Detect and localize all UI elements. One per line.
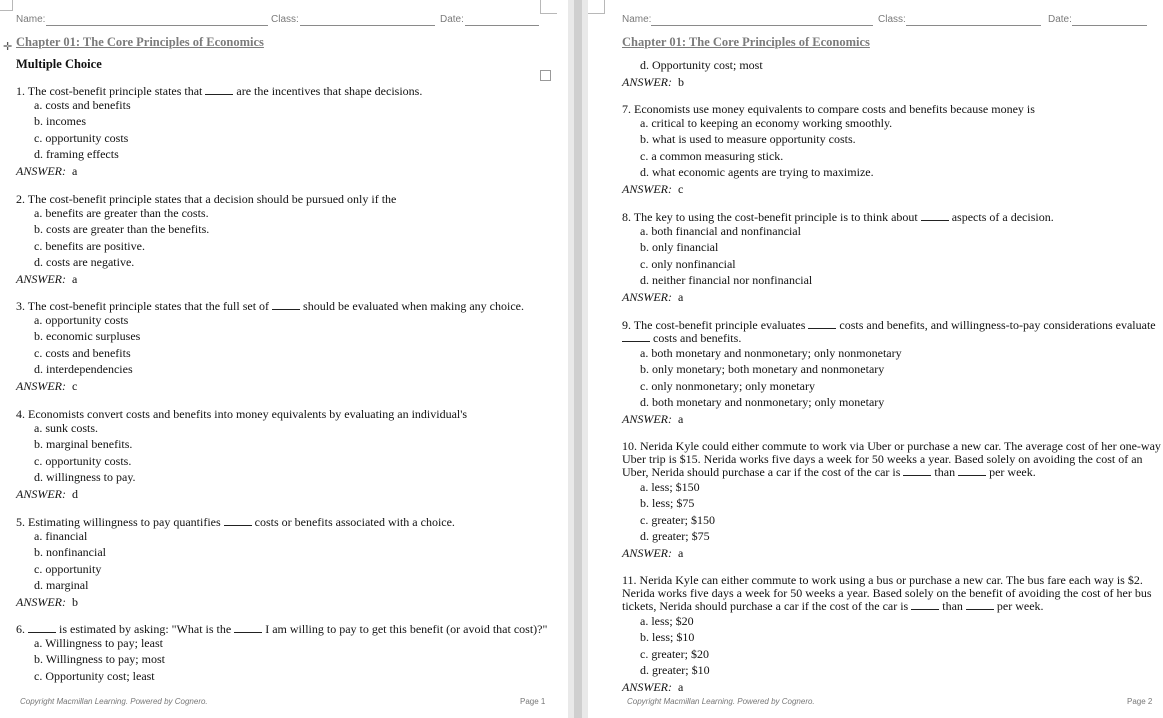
option-a: a. Willingness to pay; least: [34, 636, 163, 650]
option-c: c. opportunity: [34, 562, 102, 576]
crop-mark: [540, 0, 557, 14]
question-6: [16, 623, 547, 636]
answer-label: ANSWER:: [16, 272, 66, 286]
answer-value: a: [678, 290, 684, 304]
option-c: c. only nonmonetary; only monetary: [640, 379, 815, 393]
answer-label: ANSWER:: [622, 182, 672, 196]
question-text: Uber, Nerida should purchase a car if the cost of the car is: [622, 465, 901, 479]
page-gutter: [568, 0, 588, 718]
section-title: Multiple Choice: [16, 57, 102, 71]
option-b: b. costs are greater than the benefits.: [34, 222, 210, 236]
chapter-title: Chapter 01: The Core Principles of Economics: [16, 35, 264, 49]
name-label: Name:: [622, 14, 652, 25]
option-c: c. a common measuring stick.: [640, 149, 784, 163]
option-d: d. greater; $10: [640, 663, 710, 677]
question-text: costs and benefits.: [653, 331, 742, 345]
question-text: is estimated by asking: "What is the: [59, 622, 232, 636]
footer-page-number: Page 2: [1127, 697, 1153, 706]
answer-blank: [234, 623, 262, 633]
question-11-line-2: Nerida works five days a week for 50 weeks a year. Based solely on the benefit of avoiding the cost of her bus: [622, 586, 1152, 600]
option-c: c. benefits are positive.: [34, 239, 145, 253]
question-2: 2. The cost-benefit principle states that a decision should be pursued only if the: [16, 192, 397, 206]
question-text: aspects of a decision.: [951, 210, 1054, 224]
crop-mark: [0, 0, 13, 11]
document-page-2: [588, 0, 1163, 718]
answer-blank: [958, 466, 986, 476]
answer-blank: [808, 319, 836, 329]
question-7: 7. Economists use money equivalents to compare costs and benefits because money is: [622, 102, 1035, 116]
answer-value: c: [678, 182, 684, 196]
question-text: 5. Estimating willingness to pay quantifies: [16, 515, 221, 529]
option-c: c. only nonfinancial: [640, 257, 736, 271]
option-b: b. less; $75: [640, 496, 695, 510]
question-10: 10. Nerida Kyle could either commute to work via Uber or purchase a new car. The average cost of her one-way: [622, 439, 1161, 453]
answer-line: [16, 164, 77, 179]
question-11-line-3: [622, 600, 1044, 613]
question-4: 4. Economists convert costs and benefits into money equivalents by evaluating an individual's: [16, 407, 468, 421]
answer-value: d: [72, 487, 78, 501]
option-a: a. financial: [34, 529, 88, 543]
class-label: Class:: [878, 14, 906, 25]
answer-value: c: [72, 379, 78, 393]
question-1: [16, 85, 422, 98]
option-d: d. costs are negative.: [34, 255, 135, 269]
answer-value: a: [678, 546, 684, 560]
question-text: than: [942, 599, 963, 613]
question-text: per week.: [989, 465, 1036, 479]
answer-blank: [921, 211, 949, 221]
option-c: c. opportunity costs.: [34, 454, 132, 468]
option-c: c. opportunity costs: [34, 131, 129, 145]
option-a: a. both monetary and nonmonetary; only nonmonetary: [640, 346, 902, 360]
class-field-line: [300, 25, 435, 26]
answer-value: b: [678, 75, 684, 89]
answer-line: [16, 272, 77, 287]
class-label: Class:: [271, 14, 299, 25]
option-a: a. both financial and nonfinancial: [640, 224, 801, 238]
answer-label: ANSWER:: [16, 487, 66, 501]
answer-blank: [28, 623, 56, 633]
option-c: c. Opportunity cost; least: [34, 669, 155, 683]
question-text: I am willing to pay to get this benefit (or avoid that cost)?": [265, 622, 548, 636]
date-label: Date:: [440, 14, 464, 25]
answer-value: a: [72, 272, 78, 286]
answer-line: [622, 412, 683, 427]
crop-mark: [588, 0, 605, 14]
answer-blank: [224, 516, 252, 526]
answer-line: [16, 595, 78, 610]
option-c: c. costs and benefits: [34, 346, 131, 360]
answer-value: a: [678, 680, 684, 694]
footer-copyright: Copyright Macmillan Learning. Powered by Cognero.: [627, 697, 815, 706]
option-b: b. less; $10: [640, 630, 695, 644]
question-10-line-2: Uber trip is $15. Nerida works five days a week for 50 weeks a year. Based solely on avoiding the cost of an: [622, 452, 1143, 466]
question-text: 8. The key to using the cost-benefit principle is to think about: [622, 210, 918, 224]
option-b: b. incomes: [34, 114, 86, 128]
answer-label: ANSWER:: [622, 680, 672, 694]
option-a: a. sunk costs.: [34, 421, 98, 435]
answer-label: ANSWER:: [16, 164, 66, 178]
name-label: Name:: [16, 14, 46, 25]
name-field-line: [651, 25, 873, 26]
option-a: a. critical to keeping an economy working smoothly.: [640, 116, 893, 130]
option-a: a. opportunity costs: [34, 313, 129, 327]
question-11: 11. Nerida Kyle can either commute to work using a bus or purchase a new car. The bus fare each way is $2.: [622, 573, 1143, 587]
option-c: c. greater; $150: [640, 513, 715, 527]
document-page-1: [0, 0, 568, 718]
question-text: 3. The cost-benefit principle states that the full set of: [16, 299, 270, 313]
question-text: costs and benefits, and willingness-to-pay considerations evaluate: [839, 318, 1156, 332]
answer-blank: [966, 600, 994, 610]
option-d: d. neither financial nor nonfinancial: [640, 273, 813, 287]
option-a: a. less; $20: [640, 614, 694, 628]
answer-label: ANSWER:: [622, 75, 672, 89]
answer-blank: [903, 466, 931, 476]
answer-line: [622, 75, 684, 90]
option-a: a. less; $150: [640, 480, 700, 494]
question-3: [16, 300, 524, 313]
option-b: b. only monetary; both monetary and nonmonetary: [640, 362, 885, 376]
option-b: b. nonfinancial: [34, 545, 106, 559]
answer-label: ANSWER:: [16, 379, 66, 393]
answer-value: a: [72, 164, 78, 178]
table-move-handle-icon[interactable]: ✛: [3, 41, 13, 53]
date-label: Date:: [1048, 14, 1072, 25]
answer-label: ANSWER:: [622, 412, 672, 426]
answer-blank: [911, 600, 939, 610]
answer-label: ANSWER:: [16, 595, 66, 609]
question-text: per week.: [996, 599, 1044, 613]
answer-line: [622, 546, 683, 561]
option-d: d. framing effects: [34, 147, 119, 161]
option-d: d. Opportunity cost; most: [640, 58, 763, 72]
question-text: 6.: [16, 622, 25, 636]
option-d: d. both monetary and nonmonetary; only monetary: [640, 395, 885, 409]
option-d: d. what economic agents are trying to maximize.: [640, 165, 874, 179]
answer-line: [622, 290, 683, 305]
option-c: c. greater; $20: [640, 647, 709, 661]
date-field-line: [1072, 25, 1147, 26]
answer-line: [16, 379, 77, 394]
class-field-line: [906, 25, 1041, 26]
option-d: d. willingness to pay.: [34, 470, 136, 484]
answer-label: ANSWER:: [622, 290, 672, 304]
option-d: d. marginal: [34, 578, 89, 592]
question-text: 1. The cost-benefit principle states that: [16, 84, 203, 98]
question-text: tickets, Nerida should purchase a car if the cost of the car is: [622, 599, 909, 613]
answer-label: ANSWER:: [622, 546, 672, 560]
option-b: b. marginal benefits.: [34, 437, 133, 451]
date-field-line: [465, 25, 539, 26]
chapter-title: Chapter 01: The Core Principles of Economics: [622, 35, 870, 49]
question-text: should be evaluated when making any choice.: [303, 299, 524, 313]
checkbox-icon[interactable]: [540, 70, 551, 81]
option-a: a. costs and benefits: [34, 98, 131, 112]
question-8: [622, 211, 1054, 224]
answer-value: a: [678, 412, 684, 426]
answer-blank: [205, 85, 233, 95]
name-field-line: [46, 25, 268, 26]
question-10-line-3: [622, 466, 1036, 479]
option-b: b. only financial: [640, 240, 719, 254]
option-b: b. what is used to measure opportunity costs.: [640, 132, 856, 146]
answer-line: [622, 182, 683, 197]
question-9-continued: [622, 332, 741, 345]
option-a: a. benefits are greater than the costs.: [34, 206, 209, 220]
option-d: d. greater; $75: [640, 529, 710, 543]
question-5: [16, 516, 455, 529]
question-text: costs or benefits associated with a choice.: [254, 515, 455, 529]
question-text: than: [934, 465, 956, 479]
option-d: d. interdependencies: [34, 362, 133, 376]
option-b: b. economic surpluses: [34, 329, 141, 343]
question-text: are the incentives that shape decisions.: [236, 84, 423, 98]
answer-line: [16, 487, 78, 502]
footer-page-number: Page 1: [520, 697, 546, 706]
answer-line: [622, 680, 683, 695]
footer-copyright: Copyright Macmillan Learning. Powered by Cognero.: [20, 697, 208, 706]
page-divider: [574, 0, 582, 718]
question-text: 9. The cost-benefit principle evaluates: [622, 318, 806, 332]
answer-blank: [272, 300, 300, 310]
option-b: b. Willingness to pay; most: [34, 652, 165, 666]
answer-blank: [622, 332, 650, 342]
answer-value: b: [72, 595, 78, 609]
